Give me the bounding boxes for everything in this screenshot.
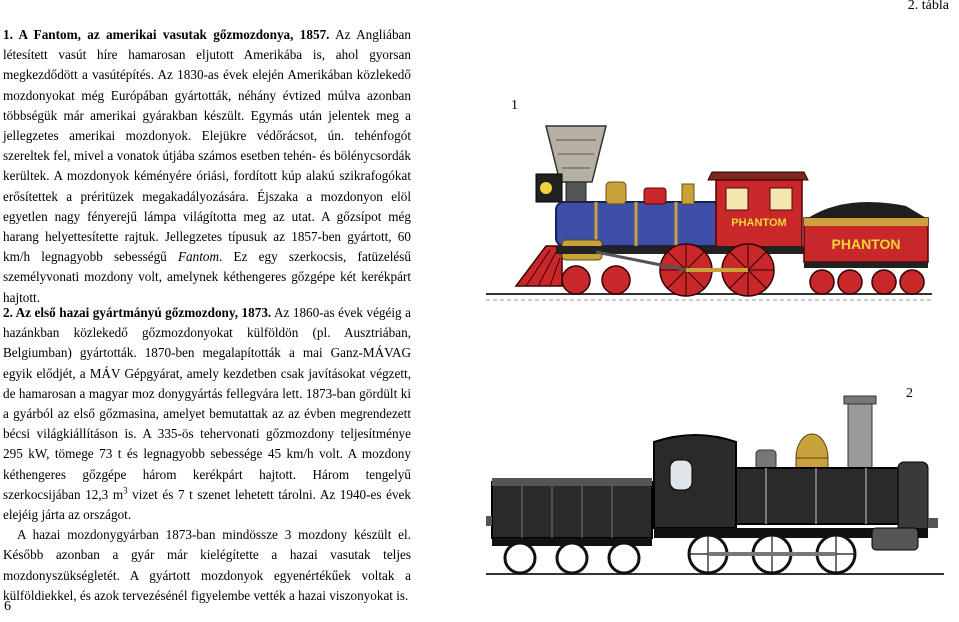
section-1 [3,25,411,308]
section-2-text-a: Az 1860-as évek végéig a hazánkban közlekedő gőzmozdonyokat külföldön (pl. Ausztriában, Belgiumban) gyártották. 1870-ben megalapították a mai Ganz-MÁVAG egyik elődjét, a MÁV Gépgyárat, amely kezdetben csak javításokat végzett, de hamarosan a magyar moz donygyártás fellegvára lett. 1873-ban gördült ki a gyárból az első gőzmasina, amelyet bemutattak az az évben megrendezett bécsi világkiállításon is. A 335-ös tehervonati gőzmozdony teljesítménye 295 kW, tömege 73 t és legnagyobb sebessége 45 km/h volt. A mozdony kéthengeres gőzgépe három kerékpárt hajtott. Három tengelyű szerkocsijában 12,3 m [3,305,411,502]
section-2 [3,303,411,606]
phantom-locomotive-illustration [486,122,932,308]
section-2-paragraph [3,303,411,525]
fantom-italic: Fantom [177,249,220,265]
cab-phantom-text: PHANTOM [731,217,787,229]
tender-phantom-text: PHANTON [831,236,901,252]
figure-2-number: 2 [906,386,913,401]
hungarian-locomotive-illustration [486,388,944,584]
section-1-text-a: Az Angliában létesített vasút híre hamarosan eljutott Amerikába is, ahol gyorsan megkezdődött a vasútépítés. Az 1830-as évek elején Amerikában közlekedő mozdonyokat még Európában gyártották, néhány évtized múlva azonban többségük már amerikai gyárakban készült. Egymás után jelentek meg a jellegzetes amerikai mozdonyok. Elejükre védőrácsot, ún. tehénfogót szereltek fel, mivel a vonatok útjába számos esetben tehén- és bölénycsordák kerültek. A mozdonyok kéményére óriási, fordított kúp alakú szikrafogókat erősítettek a préritüzek megakadályozására. Éjszaka a mozdonyon elöl egyetlen nagy fényerejű lámpa világította meg az utat. A gőzsípot még harang helyettesítette rajtuk. Jellegzetes típusuk az 1857-ben gyártott, 60 km/h legnagyobb sebességű [3,27,412,265]
section-2-heading: 2. Az első hazai gyártmányú gőzmozdony, 1873. [3,305,272,320]
figure-1-number: 1 [511,98,518,113]
section-1-text-b: . Ez egy szerkocsis, fatüzelésű személyvonati mozdony volt, amelynek kéthengeres gőzgépe két kerékpárt hajtott. [3,249,412,305]
section-2-paragraph-2: A hazai mozdonygyárban 1873-ban mindössze 3 mozdony készült el. Később azonban a gyár már kielégítette a hazai vasutak teljes mozdonyszükségletét. A gyártott mozdonyok egyenértékűek voltak a külföldiekkel, és azok tervezésénél figyelembe vették a hazai viszonyokat is. [3,527,411,603]
cubic-superscript: 3 [123,485,128,496]
section-2-text-b: vizet és 7 t szenet lehetett tárolni. Az 1940-es évek elejéig járta az országot. [3,486,411,523]
section-1-heading: 1. A Fantom, az amerikai vasutak gőzmozdonya, 1857. [3,27,330,42]
page-number: 6 [4,599,11,614]
plate-label: 2. tábla [907,0,949,13]
section-1-paragraph [3,25,411,308]
